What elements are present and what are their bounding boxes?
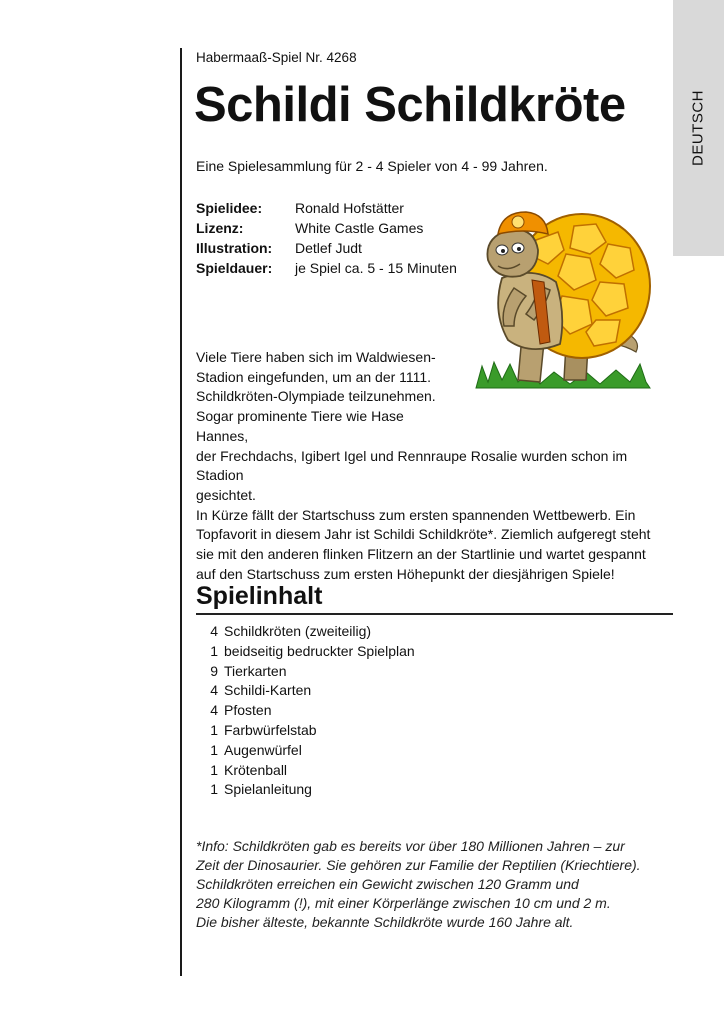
credit-label: Spielidee: [196,200,263,216]
list-item [196,642,415,662]
story-line: Stadion eingefunden, um an der 1111. [196,368,432,385]
item-quantity: 4 [210,623,218,639]
info-line: 280 Kilogramm (!), mit einer Körperlänge zwischen 10 cm und 2 m. [196,895,611,911]
item-name: Pfosten [224,702,272,719]
item-name: Krötenball [224,761,288,778]
item-quantity: 4 [210,702,218,719]
intro-story [196,348,676,584]
credit-value: White Castle Games [295,220,424,236]
section-divider [196,613,673,615]
list-item [196,701,415,721]
player-info: Eine Spielesammlung für 2 - 4 Spieler von 4 - 99 Jahren. [196,158,548,174]
credit-row [196,218,457,238]
language-label: DEUTSCH [689,89,707,167]
item-name: Schildkröten (zweiteilig) [224,623,372,639]
item-quantity: 4 [210,682,218,699]
credit-row [196,258,457,278]
margin-rule [180,48,182,976]
info-line: Die bisher älteste, bekannte Schildkröte wurde 160 Jahre alt. [196,914,574,930]
item-quantity: 1 [210,741,218,758]
credit-value: Ronald Hofstätter [295,200,404,216]
list-item [196,721,415,741]
story-line: der Frechdachs, Igibert Igel und Rennraupe Rosalie wurden schon im Stadion [196,447,628,484]
story-line: sie mit den anderen flinken Flitzern an der Startlinie und wartet gespannt [196,546,646,563]
item-name: beidseitig bedruckter Spielplan [224,642,415,659]
credit-value: Detlef Judt [295,240,362,256]
item-name: Schildi-Karten [224,682,312,699]
list-item [196,681,415,701]
section-heading: Spielinhalt [196,582,323,610]
story-line: In Kürze fällt der Startschuss zum ersten spannenden Wettbewerb. Ein [196,506,636,523]
story-line: Schildkröten-Olympiade teilzunehmen. [196,388,436,405]
info-line: Schildkröten erreichen ein Gewicht zwischen 120 Gramm und [196,876,579,892]
list-item [196,622,415,642]
item-quantity: 1 [210,642,218,659]
credits-block [196,198,457,278]
story-line: Sogar prominente Tiere wie Hase Hannes, [196,408,404,444]
contents-list [196,622,415,800]
item-quantity: 1 [210,721,218,738]
credit-label: Spieldauer: [196,260,273,276]
credit-label: Illustration: [196,240,273,256]
info-footnote [196,837,666,932]
list-item [196,662,415,682]
page-title: Schildi Schildkröte [194,78,626,132]
item-name: Augenwürfel [224,741,302,758]
item-name: Tierkarten [224,662,287,679]
story-line: Viele Tiere haben sich im Waldwiesen- [196,349,436,365]
info-line: *Info: Schildkröten gab es bereits vor über 180 Millionen Jahren – zur [196,838,625,854]
list-item [196,780,415,800]
credit-label: Lizenz: [196,220,244,236]
credit-row [196,238,457,258]
story-line: Topfavorit in diesem Jahr ist Schildi Schildkröte*. Ziemlich aufgeregt steht [196,526,651,543]
item-name: Farbwürfelstab [224,721,317,738]
credit-value: je Spiel ca. 5 - 15 Minuten [295,260,457,276]
game-number: Habermaaß-Spiel Nr. 4268 [196,50,357,65]
info-line: Zeit der Dinosaurier. Sie gehören zur Familie der Reptilien (Kriechtiere). [196,857,641,873]
item-name: Spielanleitung [224,781,312,798]
item-quantity: 1 [210,761,218,778]
credit-row [196,198,457,218]
list-item [196,761,415,781]
story-line: gesichtet. [196,486,256,503]
item-quantity: 9 [210,662,218,679]
item-quantity: 1 [210,781,218,798]
list-item [196,741,415,761]
story-line: auf den Startschuss zum ersten Höhepunkt der diesjährigen Spiele! [196,565,615,582]
